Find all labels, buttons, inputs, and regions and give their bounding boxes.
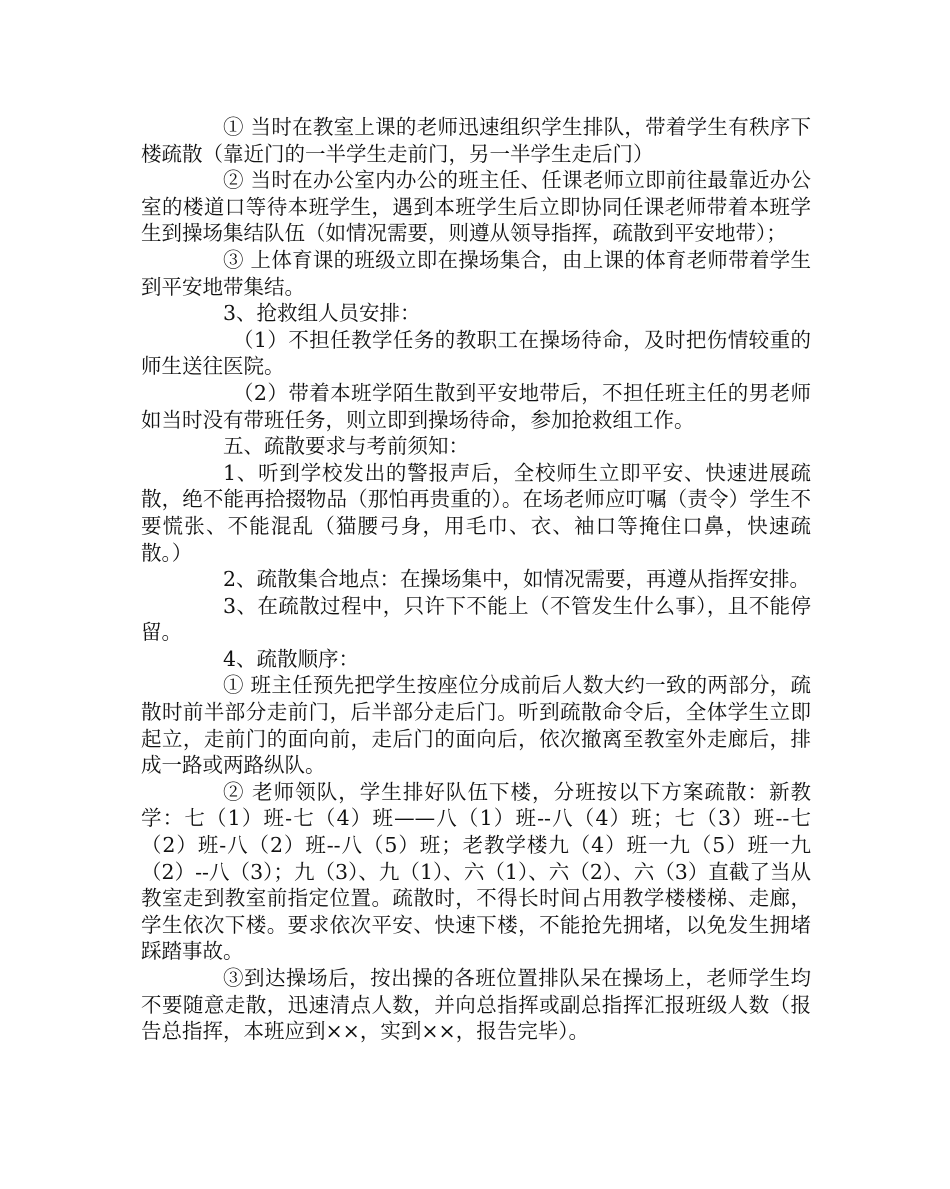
- heading-evacuation-requirements: 五、疏散要求与考前须知：: [223, 434, 469, 459]
- paragraph-teacher-in-class: ① 当时在教室上课的老师迅速组织学生排队，带着学生有秩序下楼疏散（靠近门的一半学生走前门，另一半学生走后门）: [141, 115, 811, 166]
- paragraph-teacher-in-office: ② 当时在办公室内办公的班主任、任课老师立即前往最靠近办公室的楼道口等待本班学生，遇到本班学生后立即协同任课老师带着本班学生到操场集结队伍（如情况需要，则遵从领导指挥，疏散到平安地带）；: [141, 168, 811, 246]
- heading-evacuation-order: 4、疏散顺序：: [223, 646, 360, 671]
- paragraph-requirement-3: 3、在疏散过程中，只许下不能上（不管发生什么事），且不能停留。: [141, 593, 811, 645]
- paragraph-order-3: ③到达操场后，按出操的各班位置排队呆在操场上，老师学生均不要随意走散，迅速清点人数，并向总指挥或副总指挥汇报班级人数（报告总指挥，本班应到××，实到××，报告完毕）。: [141, 966, 811, 1044]
- paragraph-rescue-2: （2）带着本班学陌生散到平安地带后，不担任班主任的男老师如当时没有带班任务，则立即到操场待命，参加抢救组工作。: [141, 380, 811, 432]
- heading-rescue-team: 3、抢救组人员安排：: [223, 301, 421, 326]
- paragraph-pe-class: ③ 上体育课的班级立即在操场集合，由上课的体育老师带着学生到平安地带集结。: [141, 247, 811, 299]
- paragraph-order-1: ① 班主任预先把学生按座位分成前后人数大约一致的两部分，疏散时前半部分走前门，后半部分走后门。听到疏散命令后，全体学生立即起立，走前门的面向前，走后门的面向后，依次撤离至教室外走廊后，排成一路或两路纵队。: [141, 673, 811, 778]
- paragraph-rescue-1: （1）不担任教学任务的教职工在操场待命，及时把伤情较重的师生送往医院。: [141, 327, 811, 379]
- paragraph-order-2: ② 老师领队，学生排好队伍下楼，分班按以下方案疏散：新教学：七（1）班-七（4）班——八（1）班--八（4）班；七（3）班--七（2）班-八（2）班--八（5）班；老教学楼九（4）班一九（5）班一九（2）--八（3）；九（3）、九（1）、六（1）、六（2）、六（3）直截了当从教室走到教室前指定位置。疏散时，不得长时间占用教学楼楼梯、走廊，学生依次下楼。要求依次平安、快速下楼，不能抢先拥堵，以免发生拥堵踩踏事故。: [141, 779, 811, 964]
- paragraph-requirement-2: 2、疏散集合地点：在操场集中，如情况需要，再遵从指挥安排。: [223, 567, 811, 592]
- document-body: [141, 114, 811, 1045]
- paragraph-requirement-1: 1、听到学校发出的警报声后，全校师生立即平安、快速进展疏散，绝不能再拾掇物品（那怕再贵重的）。在场老师应叮嘱（责令）学生不要慌张、不能混乱（猫腰弓身，用毛巾、衣、袖口等掩住口鼻，快速疏散。）: [141, 460, 811, 565]
